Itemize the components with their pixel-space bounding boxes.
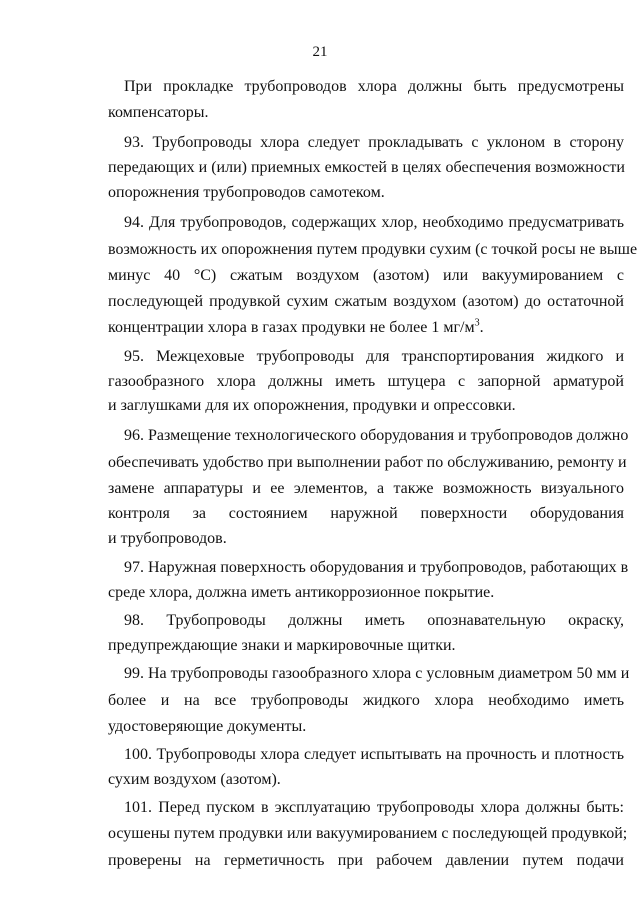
text-line: 101. Перед пуском в эксплуатацию трубопроводы хлора должны быть: bbox=[124, 799, 624, 816]
text-line: контроля за состоянием наружной поверхности оборудования bbox=[108, 505, 624, 522]
text-line: и трубопроводов. bbox=[108, 530, 227, 547]
text-line: передающих и (или) приемных емкостей в целях обеспечения возможности bbox=[108, 159, 625, 176]
text-line: последующей продувкой сухим сжатым воздухом (азотом) до остаточной bbox=[108, 293, 624, 310]
text-fragment: концентрации хлора в газах продувки не более 1 мг/м bbox=[108, 319, 475, 336]
text-line: 94. Для трубопроводов, содержащих хлор, необходимо предусматривать bbox=[124, 214, 624, 231]
text-line: обеспечивать удобство при выполнении работ по обслуживанию, ремонту и bbox=[108, 454, 627, 471]
text-line: удостоверяющие документы. bbox=[108, 718, 307, 735]
text-line: сухим воздухом (азотом). bbox=[108, 771, 281, 788]
page-number: 21 bbox=[312, 44, 328, 60]
text-line: минус 40 °С) сжатым воздухом (азотом) или вакуумированием с bbox=[108, 267, 624, 284]
superscript: 3 bbox=[474, 317, 480, 329]
text-line: предупреждающие знаки и маркировочные щитки. bbox=[108, 637, 456, 654]
text-line: 96. Размещение технологического оборудования и трубопроводов должно bbox=[124, 427, 629, 444]
text-line: 98. Трубопроводы должны иметь опознавательную окраску, bbox=[124, 612, 624, 629]
text-line: возможность их опорожнения путем продувки сухим (с точкой росы не выше bbox=[108, 241, 638, 258]
text-line: осушены путем продувки или вакуумированием с последующей продувкой; bbox=[108, 825, 628, 842]
text-line: замене аппаратуры и ее элементов, а также возможность визуального bbox=[108, 480, 624, 497]
text-line: опорожнения трубопроводов самотеком. bbox=[108, 184, 385, 201]
text-line: 93. Трубопроводы хлора следует прокладывать с уклоном в сторону bbox=[124, 134, 624, 151]
text-line: более и на все трубопроводы жидкого хлора необходимо иметь bbox=[108, 692, 624, 709]
text-line: проверены на герметичность при рабочем давлении путем подачи bbox=[108, 852, 624, 869]
text-line: 99. На трубопроводы газообразного хлора с условным диаметром 50 мм и bbox=[124, 665, 630, 682]
text-line: и заглушками для их опорожнения, продувки и опрессовки. bbox=[108, 397, 516, 414]
text-line: среде хлора, должна иметь антикоррозионное покрытие. bbox=[108, 584, 495, 601]
text-line-with-superscript bbox=[108, 318, 624, 338]
text-line: 97. Наружная поверхность оборудования и трубопроводов, работающих в bbox=[124, 559, 629, 576]
text-line: При прокладке трубопроводов хлора должны быть предусмотрены bbox=[124, 78, 624, 95]
text-fragment: . bbox=[479, 319, 484, 336]
text-line: 100. Трубопроводы хлора следует испытывать на прочность и плотность bbox=[124, 746, 624, 763]
text-line: компенсаторы. bbox=[108, 104, 209, 121]
text-line: 95. Межцеховые трубопроводы для транспортирования жидкого и bbox=[124, 348, 624, 365]
text-line: газообразного хлора должны иметь штуцера с запорной арматурой bbox=[108, 373, 624, 390]
